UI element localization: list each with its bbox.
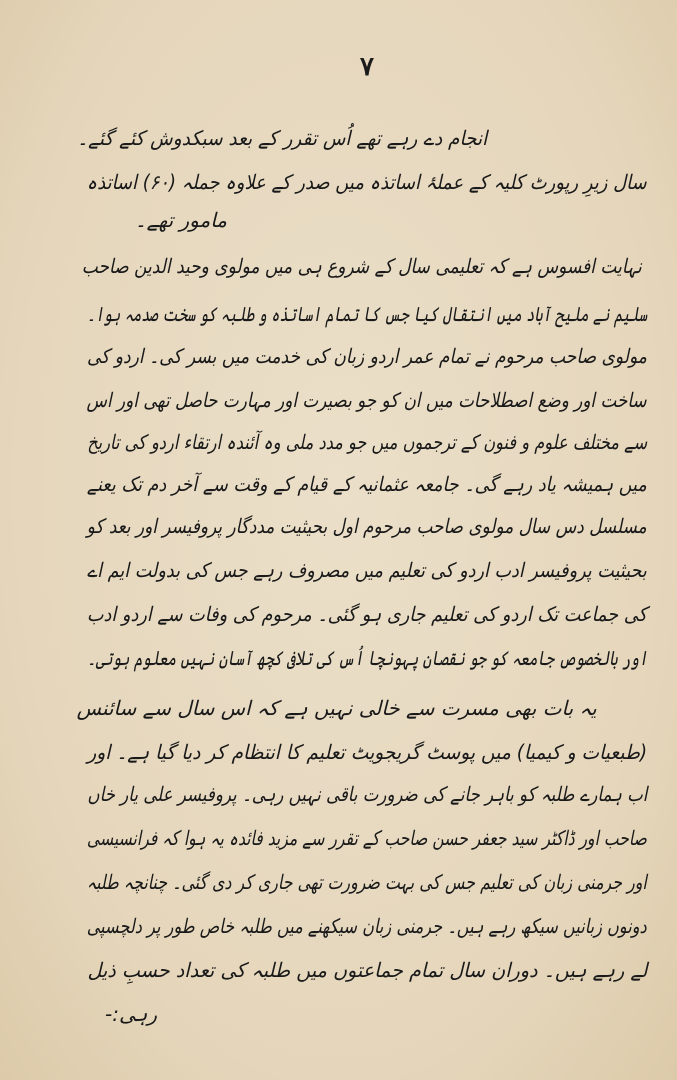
text-line: میں ہمیشہ یاد رہے گی۔ جامعہ عثمانیہ کے قیام کے وقت سے آخر دم تک یعنے — [87, 472, 647, 496]
text-line: مولوی صاحب مرحوم نے تمام عمر اردو زبان کی خدمت میں بسر کی۔ اردو کی — [87, 344, 647, 368]
text-line: اور بالخصوص جامعہ کو جو نقصان پہونچا اُس کی تلافی کچھ آسان نہیں معلوم ہوتی۔ — [87, 646, 647, 670]
page-number: ۷ — [360, 52, 374, 82]
text-line: سال زیرِ رپورٹ کلیہ کے عملۂ اساتذہ میں صدر کے علاوہ جملہ (۶۰) اساتذہ — [87, 170, 647, 194]
text-line: یہ بات بھی مسرت سے خالی نہیں ہے کہ اس سال سے سائنس — [77, 696, 597, 720]
text-line: مامور تھے۔ — [134, 208, 227, 232]
text-line: رہی:- — [104, 1002, 157, 1026]
text-line: نہایت افسوس ہے کہ تعلیمی سال کے شروع ہی میں مولوی وحید الدین صاحب — [82, 254, 642, 278]
text-line: سلیم نے ملیح آباد میں انتقال کیا جس کا تمام اساتذہ و طلبہ کو سخت صدمہ ہوا۔ — [87, 302, 647, 326]
text-line: کی جماعت تک اردو کی تعلیم جاری ہو گئی۔ مرحوم کی وفات سے اردو ادب — [87, 602, 647, 626]
text-line: لے رہے ہیں۔ دوران سال تمام جماعتوں میں طلبہ کی تعداد حسبِ ذیل — [87, 958, 647, 982]
text-line: ساخت اور وضع اصطلاحات میں ان کو جو بصیرت اور مہارت حاصل تھی اور اس — [87, 388, 647, 412]
text-line: انجام دے رہے تھے اُس تقرر کے بعد سبکدوش کئے گئے۔ — [77, 126, 487, 150]
text-line: دونوں زبانیں سیکھ رہے ہیں۔ جرمنی زبان سیکھنے میں طلبہ خاص طور پر دلچسپی — [87, 914, 647, 938]
text-line: بحیثیت پروفیسر ادب اردو کی تعلیم میں مصروف رہے جس کی بدولت ایم اے — [87, 558, 647, 582]
text-line: صاحب اور ڈاکٹر سید جعفر حسن صاحب کے تقرر سے مزید فائدہ یہ ہوا کہ فرانسیسی — [87, 826, 647, 850]
text-line: اب ہمارے طلبہ کو باہر جانے کی ضرورت باقی نہیں رہی۔ پروفیسر علی یار خاں — [87, 782, 647, 806]
text-line: مسلسل دس سال مولوی صاحب مرحوم اول بحیثیت مددگار پروفیسر اور بعد کو — [87, 514, 647, 538]
text-line: سے مختلف علوم و فنون کے ترجموں میں جو مدد ملی وہ آئندہ ارتقاء اردو کی تاریخ — [87, 430, 647, 454]
text-line: (طبعیات و کیمیا) میں پوسٹ گریجویٹ تعلیم کا انتظام کر دیا گیا ہے۔ اور — [87, 740, 647, 764]
text-line: اور جرمنی زبان کی تعلیم جس کی بہت ضرورت تھی جاری کر دی گئی۔ چنانچہ طلبہ — [87, 870, 647, 894]
